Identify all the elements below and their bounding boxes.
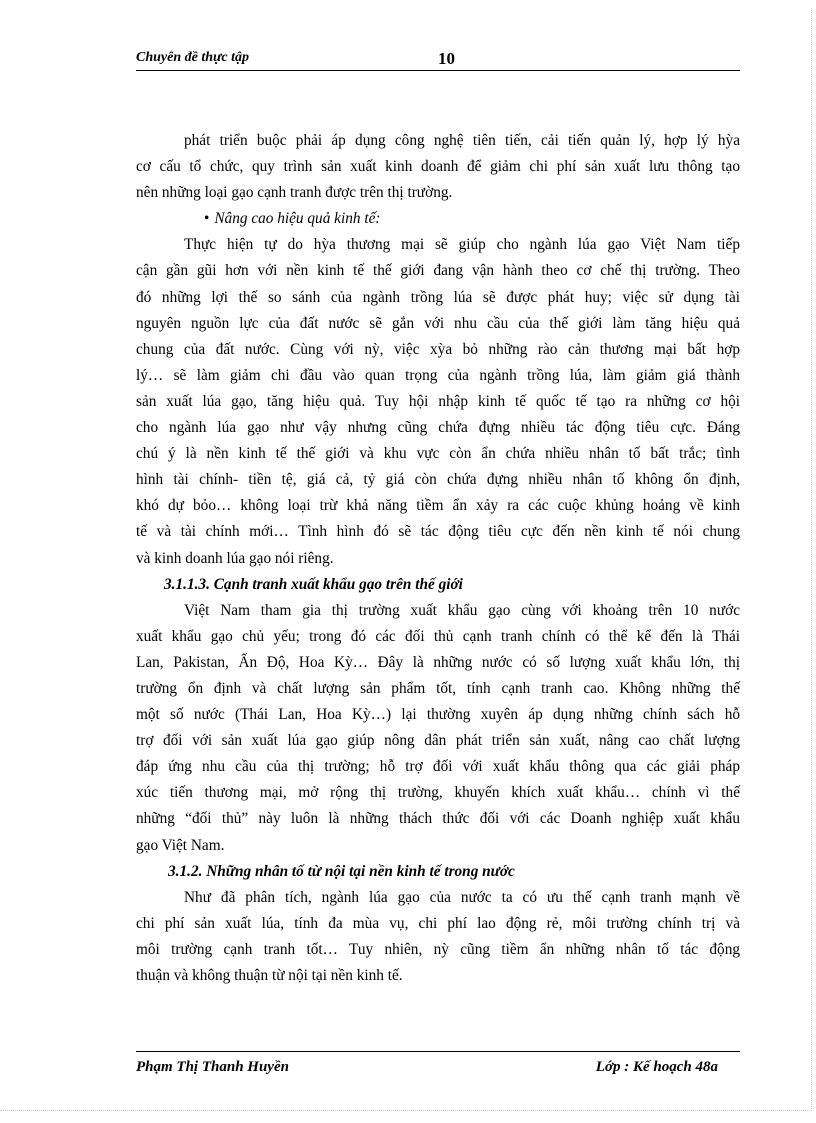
body-line: cho ngành lúa gạo như vậy nhưng cũng chứa đựng nhiều tác động tiêu cực. Đáng bbox=[136, 419, 740, 437]
body-line: trợ đối với sản xuất lúa gạo giúp nông dân phát triển sản xuất, nâng cao chất lượng bbox=[136, 732, 740, 750]
body-line: xúc tiến thương mại, mở rộng thị trường, khuyến khích xuất khẩu… chính vì thế bbox=[136, 784, 740, 802]
body-line: môi trường cạnh tranh tốt… Tuy nhiên, nỳ cũng tiềm ẩn những nhân tố tác động bbox=[136, 940, 740, 958]
body-line: gạo Việt Nam. bbox=[136, 836, 225, 854]
body-line: và kinh doanh lúa gạo nói riêng. bbox=[136, 549, 334, 567]
page-number: 10 bbox=[438, 49, 455, 68]
body-line: chú ý là nền kinh tế thế giới và khu vực còn ẩn chứa nhiều nhân tố bất trắc; tình bbox=[136, 445, 740, 463]
section-heading-3-1-2: 3.1.2. Những nhân tố từ nội tại nền kinh tế trong nước bbox=[168, 862, 515, 880]
body-line: khó dự bỏo… không loại trừ khả năng tiềm ẩn xảy ra các cuộc khủng hoảng về kinh bbox=[136, 497, 740, 515]
bullet-icon: • bbox=[204, 210, 210, 228]
body-line: phát triển buộc phải áp dụng công nghệ tiên tiến, cải tiến quản lý, hợp lý hỳa bbox=[184, 132, 740, 149]
body-line: cơ cấu tổ chức, quy trình sản xuất kinh doanh để giảm chi phí sản xuất lưu thông tạo bbox=[136, 158, 740, 176]
body-line: thuận và không thuận từ nội tại nền kinh tế. bbox=[136, 967, 403, 984]
body-line: cận gần gũi hơn với nền kinh tế thế giới đang vận hành theo cơ chế thị trường. Theo bbox=[136, 262, 740, 280]
body-line: đáp ứng nhu cầu của thị trường; hỗ trợ đối với xuất khẩu thông qua các giải pháp bbox=[136, 758, 740, 776]
body-line: Như đã phân tích, ngành lúa gạo của nước ta có ưu thế cạnh tranh mạnh về bbox=[184, 888, 740, 906]
bullet-heading bbox=[136, 206, 740, 232]
section-heading-3-1-1-3: 3.1.1.3. Cạnh tranh xuất khẩu gạo trên thế giới bbox=[164, 575, 463, 593]
paragraph-1 bbox=[136, 128, 740, 206]
footer-author: Phạm Thị Thanh Huyền bbox=[136, 1059, 289, 1075]
body-line: Thực hiện tự do hỳa thương mại sẽ giúp cho ngành lúa gạo Việt Nam tiếp bbox=[184, 236, 740, 254]
body-line: sản xuất lúa gạo, tăng hiệu quả. Tuy hội nhập kinh tế quốc tế tạo ra những cơ hội bbox=[136, 392, 740, 410]
body-line: Việt Nam tham gia thị trường xuất khẩu gạo cùng với khoảng trên 10 nước bbox=[184, 601, 740, 619]
body-line: nguyên nguồn lực của đất nước sẽ gắn với nhu cầu của thế giới làm tăng hiệu quả bbox=[136, 314, 740, 332]
body-line: đó những lợi thế so sánh của ngành trồng lúa sẽ được phát huy; việc sử dụng tài bbox=[136, 288, 740, 306]
page-footer bbox=[136, 1051, 740, 1080]
body-line: nên những loại gạo cạnh tranh được trên thị trường. bbox=[136, 184, 453, 202]
body-line: những “đối thủ” này luôn là những thách thức đối với các Doanh nghiệp xuất khẩu bbox=[136, 810, 740, 828]
body-line: hình tài chính- tiền tệ, giá cả, tỷ giá còn chứa đựng nhiều nhân tố không ổn định, bbox=[136, 471, 740, 489]
body-line: chi phí sản xuất lúa, tính đa mùa vụ, chi phí lao động rẻ, môi trường chính trị và bbox=[136, 914, 740, 932]
page-body bbox=[136, 128, 740, 989]
body-line: xuất khẩu gạo chủ yếu; trong đó các đối thủ cạnh tranh chính có thể kể đến là Thái bbox=[136, 627, 740, 645]
body-line: trường ổn định và chất lượng sản phẩm tốt, tính cạnh tranh cao. Không những thế bbox=[136, 679, 740, 697]
paragraph-4 bbox=[136, 885, 740, 989]
body-line: chung của đất nước. Cùng với nỳ, việc xỳa bỏ những rào cản thương mại bất hợp bbox=[136, 340, 740, 358]
body-line: một số nước (Thái Lan, Hoa Kỳ…) lại thường xuyên áp dụng những chính sách hỗ bbox=[136, 706, 740, 724]
page-header bbox=[136, 46, 740, 71]
body-line: lý… sẽ làm giảm chi đầu vào quan trọng của ngành trồng lúa, làm giảm giá thành bbox=[136, 366, 740, 384]
body-line: Lan, Pakistan, Ấn Độ, Hoa Kỳ… Đây là những nước có số lượng xuất khẩu lớn, thị bbox=[136, 653, 740, 671]
paragraph-2 bbox=[136, 232, 740, 571]
footer-class: Lớp : Kế hoạch 48a bbox=[595, 1059, 718, 1075]
page-edge bbox=[811, 8, 812, 1111]
body-line: tế và tài chính mới… Tình hình đó sẽ tác động tiêu cực đến nền kinh tế nói chung bbox=[136, 523, 740, 541]
bullet-heading-text: Nâng cao hiệu quả kinh tế: bbox=[214, 210, 381, 228]
header-title: Chuyên đề thực tập bbox=[136, 50, 250, 65]
page-edge-bottom bbox=[0, 1110, 812, 1111]
paragraph-3 bbox=[136, 598, 740, 859]
